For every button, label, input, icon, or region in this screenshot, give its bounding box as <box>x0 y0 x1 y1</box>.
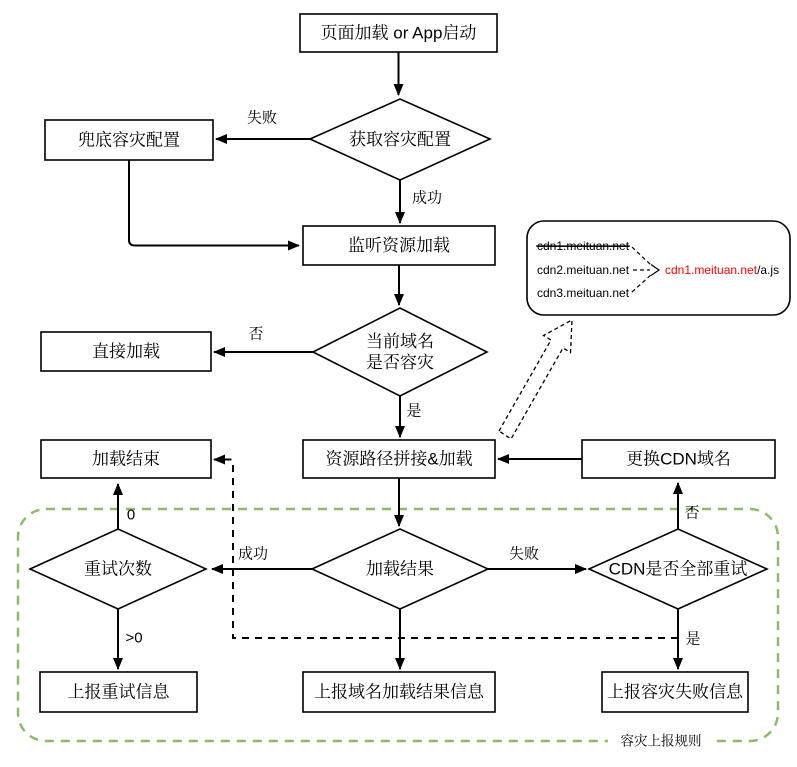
node-report-failure <box>602 672 748 712</box>
label-no-domain: 否 <box>248 325 264 343</box>
node-change-cdn-label: 更换CDN域名 <box>626 449 731 469</box>
label-success-result: 成功 <box>237 545 269 563</box>
node-start <box>300 14 497 52</box>
node-current-domain <box>313 308 487 396</box>
group-label: 容灾上报规则 <box>620 733 702 749</box>
node-load-end <box>41 440 211 478</box>
node-fallback-config-label: 兜底容灾配置 <box>78 130 180 150</box>
node-load-result-label: 加载结果 <box>366 559 434 579</box>
cdn-result-path: /a.js <box>757 263 780 277</box>
node-get-config-label: 获取容灾配置 <box>349 130 451 149</box>
node-current-domain-label-line1: 当前域名 <box>366 332 434 351</box>
node-report-retry-label: 上报重试信息 <box>67 682 170 702</box>
node-retry-count-label: 重试次数 <box>84 559 152 579</box>
node-cdn-all-retry <box>589 529 767 609</box>
node-current-domain-label-line2: 是否容灾 <box>366 353 434 372</box>
edge-fallback-to-listen <box>129 160 299 246</box>
node-cdn-all-retry-label: CDN是否全部重试 <box>608 559 748 579</box>
node-change-cdn <box>582 440 775 478</box>
node-get-config <box>310 99 490 180</box>
label-retry-zero: 0 <box>126 506 136 524</box>
label-fail-top: 失败 <box>246 109 278 127</box>
edge-dashed-to-loadend <box>214 460 678 639</box>
node-report-domain-result-label: 上报域名加载结果信息 <box>314 682 484 702</box>
cdn-example-panel <box>527 221 790 315</box>
cdn-source2-highlighted: cdn2.meituan.net <box>537 263 630 277</box>
label-success-top: 成功 <box>411 189 443 207</box>
node-path-concat-load-label: 资源路径拼接&加载 <box>325 449 473 469</box>
label-fail-result: 失败 <box>508 545 540 563</box>
cdn-result-url <box>665 263 779 277</box>
node-report-retry <box>40 672 197 712</box>
cdn-source3: cdn3.meituan.net <box>537 286 630 300</box>
node-listen-load <box>303 226 495 265</box>
label-yes-domain: 是 <box>406 402 422 420</box>
label-retry-gtzero: >0 <box>125 629 143 647</box>
node-direct-load-label: 直接加载 <box>92 342 160 361</box>
node-retry-count <box>30 529 206 609</box>
node-fallback-config <box>45 120 213 160</box>
node-load-result <box>312 529 488 609</box>
cdn-result-domain: cdn1.meituan.net <box>665 263 758 277</box>
cdn-source1-strikethrough: cdn1.meituan.net <box>537 239 630 253</box>
node-listen-load-label: 监听资源加载 <box>348 236 450 255</box>
node-current-domain-diamond <box>313 308 487 396</box>
label-no-cdn: 否 <box>684 504 700 522</box>
node-direct-load <box>41 332 211 371</box>
node-load-end-label: 加载结束 <box>92 449 160 469</box>
node-start-label: 页面加载 or App启动 <box>320 23 477 43</box>
node-report-domain-result <box>303 672 495 712</box>
dashed-block-arrow-to-cdn-panel <box>499 320 572 439</box>
node-report-failure-label: 上报容灾失败信息 <box>607 682 743 702</box>
label-yes-cdn: 是 <box>685 630 701 648</box>
node-path-concat-load <box>303 440 495 478</box>
